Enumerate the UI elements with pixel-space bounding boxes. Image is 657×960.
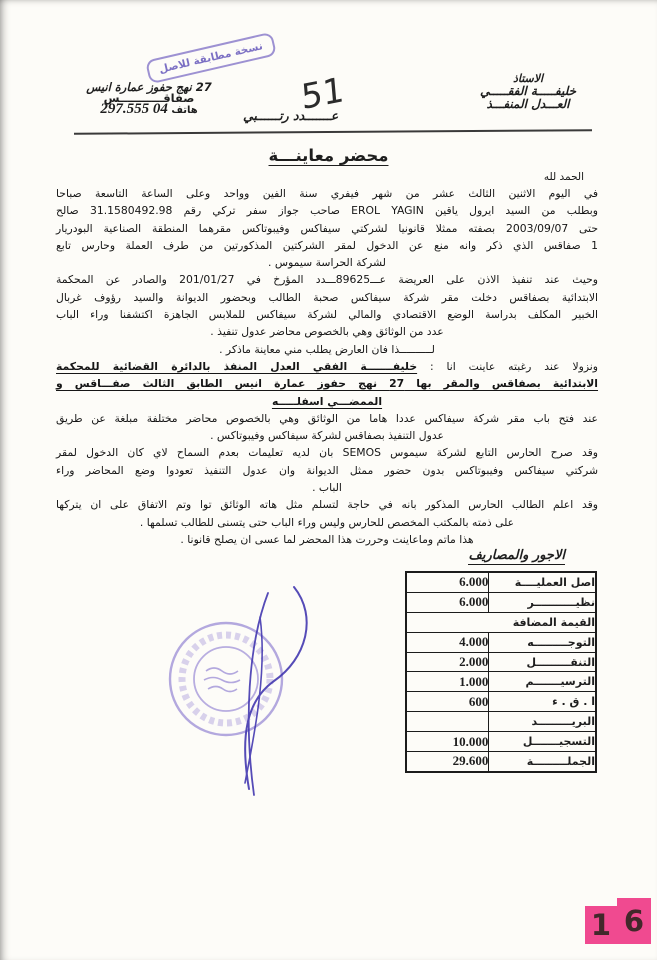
fee-value: 6.000 <box>406 572 489 592</box>
body-line: الخبير المكلف بدراسة الوضع الاقتصادي والمالي لشركة سيفاكس للملابس الجاهزة اكتشفنا وراء الباب <box>56 308 598 322</box>
fee-label: الترسيـــــــم <box>489 672 596 692</box>
body-line: عدد من الوثائق وهي بالخصوص محاضر عدول تنفيذ . <box>210 325 444 339</box>
body-line: لــــــــــذا فان العارض يطلب مني معاينة ماذكر . <box>219 342 435 356</box>
fee-row <box>406 572 596 592</box>
official-seal-icon <box>148 583 328 803</box>
body-line <box>56 358 598 375</box>
body-line: عدول التنفيذ بصفاقس لشركة سيفاكس وفيبوتاكس . <box>210 429 444 443</box>
certified-copy-stamp <box>145 32 277 85</box>
body-line: في اليوم الاثنين الثالث عشر من شهر فيفري سنة الفين وواحد وعلى الساعة التاسعة صباحا <box>56 187 598 200</box>
fee-value: 6.000 <box>406 592 489 612</box>
fees-section-title: الاجور والمصاريف <box>468 548 565 563</box>
document-body <box>56 169 598 548</box>
body-line: وقد اعلم الطالب الحارس المذكور بانه في حاجة لتسلم مثل هاته الوثائق توا وتم الاتفاق على ان يتركها <box>56 498 598 512</box>
fee-value: 10.000 <box>406 732 489 752</box>
handwritten-serial-number: 51 <box>299 69 346 119</box>
address-city: صفاقـــــــــــس <box>103 91 195 105</box>
seal-and-signature <box>148 583 328 807</box>
fee-row <box>406 752 596 772</box>
fee-row <box>406 712 596 732</box>
fee-label: التنقـــــــــل <box>489 652 596 672</box>
fee-row <box>406 732 596 752</box>
opening-invocation: الحمد لله <box>543 171 584 183</box>
fee-label: اصل العمليــــة <box>489 572 596 592</box>
fee-label: الجملـــــــــة <box>489 752 596 772</box>
fee-label: التوجـــــــــه <box>489 632 596 652</box>
body-line: هذا ماتم وماعاينت وحررت هذا المحضر لما عسى ان يصلح قانونا . <box>180 532 474 546</box>
fee-value: 1.000 <box>406 672 489 692</box>
fee-label: التسجيـــــــل <box>489 732 596 752</box>
fee-value: 4.000 <box>406 632 489 652</box>
officer-block <box>465 72 591 111</box>
fee-row <box>406 612 596 632</box>
body-line: الممضـــي اسفلـــــه <box>271 394 383 408</box>
fee-row <box>406 632 596 652</box>
fee-row <box>406 672 596 692</box>
letterhead-address <box>58 80 240 118</box>
page-number-digit: 1 <box>585 906 617 944</box>
fee-value: 600 <box>406 692 489 712</box>
body-line: 1 صفاقس الذي ذكر وانه منع عن الدخول لمقر الشركتين المذكورتين من طرف العملة وحارس تابع <box>56 238 598 252</box>
body-line: على ذمته بالمكتب المخصص للحارس وليس وراء الباب حتى يتسنى للطالب تسلمها . <box>139 515 515 529</box>
officer-name: خليفـــــة الفقـــــي <box>480 84 576 98</box>
fee-label: القيمة المضافة <box>406 612 596 632</box>
body-line: لشركة الحراسة سيموس . <box>268 256 386 270</box>
fee-label: ا . ق . ء <box>489 692 596 712</box>
address-phone <box>58 101 240 118</box>
fees-table <box>405 571 597 773</box>
body-line: الابتدائية بصفاقس دخلت مقر شركة سيفاكس صحبة الطالب وبحضور الديوانة والسيد رؤوف غربال <box>56 290 598 304</box>
fee-label: نظيـــــــــــر <box>489 592 596 612</box>
fee-label: البريـــــــــد <box>489 712 596 732</box>
fee-value: 29.600 <box>406 752 489 772</box>
body-line: الابتدائية بصفاقس والمقر بها 27 نهج حفوز عمارة انيس الطابق الثالث صفـــاقس و <box>56 377 599 391</box>
fee-row <box>406 692 596 712</box>
signature-icon <box>245 587 307 795</box>
phone-label: هاتف <box>171 105 198 116</box>
body-line-intro: ونزولا عند رغبته عاينت انا : <box>417 359 599 373</box>
officer-honorific: الاستاذ <box>512 72 544 85</box>
phone-number: 04 297.555 <box>100 101 168 117</box>
body-line: وبطلب من السيد ايرول ياقين EROL YAGIN صاحب جواز سفر تركي رقم 31.1580492.98 صالح <box>56 204 598 218</box>
body-line: وحيث عند تنفيذ الاذن على العريضة عـــ89625ـــدد المؤرخ في 201/01/27 والصادر عن المحكمة <box>56 273 598 287</box>
fee-value <box>406 712 489 732</box>
address-street: 27 نهج حفوز عمارة انيس <box>86 80 212 94</box>
body-line: وقد صرح الحارس التابع لشركة سيموس SEMOS بان لديه تعليمات بعدم السماح لاي كان الدخول لمقر <box>56 446 598 460</box>
officer-role: العـــدل المنفـــذ <box>486 97 570 111</box>
page-number-digit: 6 <box>617 898 651 944</box>
body-line: حتى 2003/09/07 بصفته ممثلا قانونيا لشركتي سيفاكس وفيبوتاكس مقرهما المنطقة الصناعية البودريار <box>56 221 598 235</box>
serial-number-label: عـــــــدد رتــــــبي <box>243 108 339 123</box>
fee-row <box>406 592 596 612</box>
certified-copy-stamp-text: نسخة مطابقة للاصل <box>158 40 264 76</box>
body-line-emphasis: خليفـــــــة الفقي العدل المنفذ بالدائرة القضائية للمحكمة <box>56 359 418 373</box>
body-line: شركتي سيفاكس وفيبوتاكس بدون حضور ممثل الديوانة وان عدول التنفيذ تعودوا وضع المحاضر وراء <box>56 463 598 477</box>
body-line: عند فتح باب مقر شركة سيفاكس عددا هاما من الوثائق وهي بالخصوص محاضر مختلفة مبلغة عن طريق <box>56 411 598 425</box>
fee-row <box>406 652 596 672</box>
header-divider <box>74 129 592 135</box>
body-line: الباب . <box>312 481 342 495</box>
fee-value: 2.000 <box>406 652 489 672</box>
document-title: محضر معاينـــة <box>268 146 389 165</box>
